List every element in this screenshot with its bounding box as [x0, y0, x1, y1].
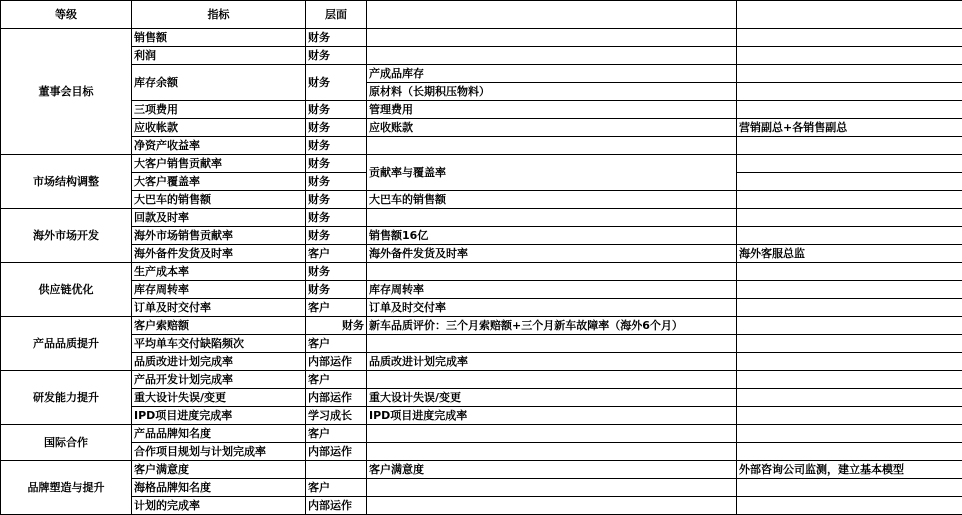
- table-row: [1, 425, 962, 443]
- table-row: [1, 47, 962, 65]
- owner-cell: [737, 335, 962, 353]
- level-cell: [306, 461, 367, 479]
- detail-cell: 大巴车的销售额: [367, 191, 737, 209]
- detail-cell: 重大设计失误/变更: [367, 389, 737, 407]
- owner-cell: [737, 65, 962, 83]
- grade-cell: 研发能力提升: [1, 371, 132, 425]
- owner-cell: [737, 209, 962, 227]
- owner-cell: [737, 479, 962, 497]
- owner-cell: [737, 389, 962, 407]
- level-cell: 财务: [306, 209, 367, 227]
- detail-cell: [367, 29, 737, 47]
- indicator-cell: 海外备件发货及时率: [132, 245, 306, 263]
- owner-cell: [737, 407, 962, 425]
- table-row: [1, 371, 962, 389]
- header-level: 层面: [306, 1, 367, 29]
- indicator-cell: 回款及时率: [132, 209, 306, 227]
- level-cell: 财务: [306, 137, 367, 155]
- table-row: [1, 479, 962, 497]
- owner-cell: [737, 371, 962, 389]
- indicator-cell: 订单及时交付率: [132, 299, 306, 317]
- owner-cell: [737, 353, 962, 371]
- owner-cell: [737, 173, 962, 191]
- owner-cell: [737, 101, 962, 119]
- table-row: [1, 191, 962, 209]
- indicator-cell: 海外市场销售贡献率: [132, 227, 306, 245]
- level-cell: 财务: [306, 65, 367, 101]
- detail-cell: 原材料（长期积压物料）: [367, 83, 737, 101]
- owner-cell: [737, 191, 962, 209]
- owner-cell: [737, 263, 962, 281]
- detail-cell: [367, 335, 737, 353]
- table-row: [1, 209, 962, 227]
- indicator-cell: 净资产收益率: [132, 137, 306, 155]
- detail-cell: [367, 371, 737, 389]
- detail-cell: 产成品库存: [367, 65, 737, 83]
- owner-cell: [737, 155, 962, 173]
- indicator-cell: 生产成本率: [132, 263, 306, 281]
- detail-cell: [367, 263, 737, 281]
- indicator-cell: 应收帐款: [132, 119, 306, 137]
- grade-cell: 产品品质提升: [1, 317, 132, 371]
- owner-cell: [737, 281, 962, 299]
- table-row: [1, 101, 962, 119]
- level-cell: 内部运作: [306, 353, 367, 371]
- level-cell: 内部运作: [306, 443, 367, 461]
- table-row: [1, 263, 962, 281]
- level-cell: 财务: [306, 317, 367, 335]
- indicator-cell: 三项费用: [132, 101, 306, 119]
- indicator-cell: 大客户覆盖率: [132, 173, 306, 191]
- detail-cell: 贡献率与覆盖率: [367, 155, 737, 191]
- table-row: [1, 353, 962, 371]
- indicator-cell: 计划的完成率: [132, 497, 306, 515]
- grade-cell: 海外市场开发: [1, 209, 132, 263]
- table-row: [1, 29, 962, 47]
- owner-cell: [737, 227, 962, 245]
- indicator-cell: 海格品牌知名度: [132, 479, 306, 497]
- table-row: [1, 389, 962, 407]
- indicator-cell: 重大设计失误/变更: [132, 389, 306, 407]
- grade-cell: 国际合作: [1, 425, 132, 461]
- indicator-cell: 产品品牌知名度: [132, 425, 306, 443]
- table-row: [1, 443, 962, 461]
- owner-cell: [737, 299, 962, 317]
- indicator-cell: 销售额: [132, 29, 306, 47]
- owner-cell: [737, 425, 962, 443]
- level-cell: 财务: [306, 29, 367, 47]
- detail-cell: [367, 479, 737, 497]
- level-cell: 客户: [306, 335, 367, 353]
- level-cell: 客户: [306, 299, 367, 317]
- indicator-cell: 产品开发计划完成率: [132, 371, 306, 389]
- detail-cell: 库存周转率: [367, 281, 737, 299]
- detail-cell: 品质改进计划完成率: [367, 353, 737, 371]
- indicator-cell: 库存余额: [132, 65, 306, 101]
- detail-cell: [367, 443, 737, 461]
- table-body: [1, 29, 962, 515]
- owner-cell: [737, 443, 962, 461]
- owner-cell: [737, 137, 962, 155]
- detail-cell: 客户满意度: [367, 461, 737, 479]
- detail-cell: [367, 497, 737, 515]
- owner-cell: 外部咨询公司监测，建立基本模型: [737, 461, 962, 479]
- level-cell: 客户: [306, 479, 367, 497]
- header-detail: [367, 1, 737, 29]
- indicator-cell: 库存周转率: [132, 281, 306, 299]
- owner-cell: [737, 317, 962, 335]
- grade-cell: 供应链优化: [1, 263, 132, 317]
- table-row: [1, 227, 962, 245]
- header-grade: 等级: [1, 1, 132, 29]
- detail-cell: 订单及时交付率: [367, 299, 737, 317]
- grade-cell: 董事会目标: [1, 29, 132, 155]
- detail-cell: 销售额16亿: [367, 227, 737, 245]
- table-row: [1, 497, 962, 515]
- level-cell: 客户: [306, 371, 367, 389]
- grade-cell: 市场结构调整: [1, 155, 132, 209]
- detail-cell: [367, 137, 737, 155]
- level-cell: 财务: [306, 47, 367, 65]
- level-cell: 学习成长: [306, 407, 367, 425]
- detail-cell: IPD项目进度完成率: [367, 407, 737, 425]
- level-cell: 财务: [306, 227, 367, 245]
- table-row: [1, 155, 962, 173]
- owner-cell: [737, 497, 962, 515]
- table-row: [1, 137, 962, 155]
- table-row: [1, 461, 962, 479]
- indicator-cell: 客户索赔额: [132, 317, 306, 335]
- detail-cell: 海外备件发货及时率: [367, 245, 737, 263]
- table-row: [1, 335, 962, 353]
- header-indicator: 指标: [132, 1, 306, 29]
- detail-cell: [367, 47, 737, 65]
- level-cell: 财务: [306, 101, 367, 119]
- detail-cell: [367, 425, 737, 443]
- level-cell: 内部运作: [306, 497, 367, 515]
- indicator-cell: 平均单车交付缺陷频次: [132, 335, 306, 353]
- level-cell: 财务: [306, 119, 367, 137]
- level-cell: 财务: [306, 191, 367, 209]
- detail-cell: [367, 209, 737, 227]
- indicator-cell: 合作项目规划与计划完成率: [132, 443, 306, 461]
- level-cell: 财务: [306, 281, 367, 299]
- indicator-cell: 大巴车的销售额: [132, 191, 306, 209]
- level-cell: 客户: [306, 425, 367, 443]
- table-row: [1, 407, 962, 425]
- indicator-cell: 客户满意度: [132, 461, 306, 479]
- indicator-cell: 利润: [132, 47, 306, 65]
- level-cell: 财务: [306, 155, 367, 173]
- header-owner: [737, 1, 962, 29]
- table-row: [1, 245, 962, 263]
- level-cell: 内部运作: [306, 389, 367, 407]
- indicator-cell: 品质改进计划完成率: [132, 353, 306, 371]
- owner-cell: [737, 29, 962, 47]
- detail-cell: 新车品质评价：三个月索赔额+三个月新车故障率（海外6个月）: [367, 317, 737, 335]
- table-row: [1, 281, 962, 299]
- level-cell: 财务: [306, 173, 367, 191]
- owner-cell: [737, 47, 962, 65]
- owner-cell: 营销副总+各销售副总: [737, 119, 962, 137]
- grade-cell: 品牌塑造与提升: [1, 461, 132, 515]
- table-row: [1, 299, 962, 317]
- level-cell: 客户: [306, 245, 367, 263]
- level-cell: 财务: [306, 263, 367, 281]
- owner-cell: [737, 83, 962, 101]
- indicator-cell: 大客户销售贡献率: [132, 155, 306, 173]
- detail-cell: 管理费用: [367, 101, 737, 119]
- indicator-cell: IPD项目进度完成率: [132, 407, 306, 425]
- table-row: [1, 317, 962, 335]
- detail-cell: 应收账款: [367, 119, 737, 137]
- owner-cell: 海外客服总监: [737, 245, 962, 263]
- table-row: [1, 119, 962, 137]
- header-row: [1, 1, 962, 29]
- table-row: [1, 65, 962, 83]
